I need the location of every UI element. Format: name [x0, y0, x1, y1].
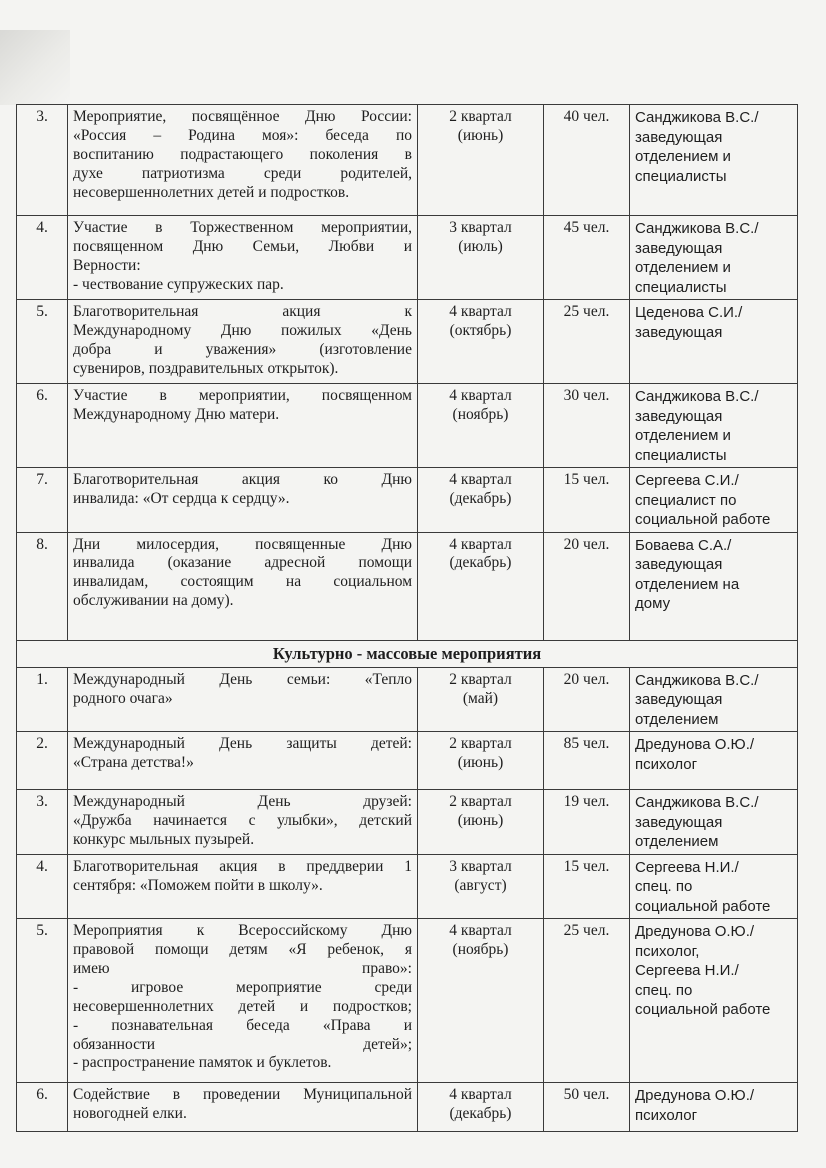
event-period-line: (октябрь)	[449, 321, 512, 339]
participant-count: 25 чел.	[544, 919, 630, 1083]
responsible-person	[630, 468, 798, 533]
table-row	[17, 216, 798, 300]
events-table	[16, 104, 798, 1132]
table-row	[17, 790, 798, 855]
participant-count: 15 чел.	[544, 854, 630, 919]
event-description	[68, 384, 418, 468]
row-number: 8.	[17, 532, 68, 640]
row-number: 6.	[17, 384, 68, 468]
event-period-line: (май)	[462, 689, 499, 707]
event-period-line: (июнь)	[457, 126, 504, 144]
event-description-line: Международный День защиты детей:	[73, 735, 412, 753]
participant-count: 45 чел.	[544, 216, 630, 300]
participant-count: 25 чел.	[544, 300, 630, 384]
event-description-line: Содействие в проведении Муниципальной	[73, 1086, 412, 1104]
responsible-person-line: отделением на	[635, 575, 740, 593]
responsible-person-line: Боваева С.А./	[635, 536, 732, 554]
event-period-line: 2 квартал	[449, 670, 512, 688]
event-period	[418, 468, 544, 533]
page-fold-shadow	[0, 30, 70, 105]
event-period	[418, 667, 544, 732]
responsible-person	[630, 384, 798, 468]
event-description-line: Международному Дню пожилых «День	[73, 321, 412, 339]
event-period	[418, 105, 544, 216]
table-row	[17, 732, 798, 790]
event-description-line: сувениров, поздравительных открыток).	[73, 359, 339, 377]
event-period-line: 4 квартал	[449, 387, 512, 404]
responsible-person	[630, 300, 798, 384]
event-description	[68, 1083, 418, 1132]
responsible-person-line: отделением и	[635, 148, 731, 165]
responsible-person	[630, 1083, 798, 1132]
responsible-person-line: спец. по	[635, 981, 693, 999]
event-period-line: 4 квартал	[449, 1086, 512, 1104]
responsible-person	[630, 854, 798, 919]
event-description-line: родного очага»	[73, 689, 173, 707]
row-number: 3.	[17, 790, 68, 855]
event-description	[68, 790, 418, 855]
event-period	[418, 384, 544, 468]
section-title: Культурно - массовые мероприятия	[17, 640, 798, 667]
event-period-line: (ноябрь)	[452, 405, 509, 423]
event-description-line: Международный День друзей:	[73, 793, 412, 811]
responsible-person-line: психолог	[635, 1106, 698, 1124]
event-period-line: (июнь)	[457, 754, 504, 772]
responsible-person	[630, 105, 798, 216]
event-period-line: 2 квартал	[449, 735, 512, 753]
event-description-line: конкурс мыльных пузырей.	[73, 830, 255, 848]
responsible-person-line: социальной работе	[635, 511, 771, 528]
event-description-line: - игровое мероприятие среди	[73, 978, 412, 996]
event-description-line: Международному Дню матери.	[73, 405, 280, 423]
responsible-person-line: Дредунова О.Ю./	[635, 736, 755, 754]
participant-count: 20 чел.	[544, 532, 630, 640]
event-description	[68, 667, 418, 732]
event-description-line: Благотворительная акция ко Дню	[73, 471, 412, 488]
event-description	[68, 919, 418, 1083]
row-number: 6.	[17, 1083, 68, 1132]
row-number: 3.	[17, 105, 68, 216]
event-period	[418, 732, 544, 790]
responsible-person-line: Цеденова С.И./	[635, 304, 743, 321]
event-period-line: 4 квартал	[449, 535, 512, 553]
event-description-line: духе патриотизма среди родителей,	[73, 164, 412, 182]
row-number: 7.	[17, 468, 68, 533]
table-row	[17, 468, 798, 533]
responsible-person-line: отделением	[635, 710, 719, 728]
event-description	[68, 105, 418, 216]
row-number: 4.	[17, 854, 68, 919]
event-period-line: 4 квартал	[449, 471, 512, 488]
event-description-line: Международный День семьи: «Тепло	[73, 670, 412, 688]
event-period-line: 2 квартал	[449, 108, 512, 125]
event-description-line: Благотворительная акция в преддверии 1	[73, 857, 412, 875]
table-body-section	[17, 640, 798, 667]
responsible-person-line: дому	[635, 595, 671, 612]
responsible-person-line: Санджикова В.С./	[635, 220, 759, 237]
event-period-line: (июль)	[458, 237, 503, 255]
table-row	[17, 384, 798, 468]
event-description-line: - распространение памяток и буклетов.	[73, 1054, 332, 1072]
row-number: 1.	[17, 667, 68, 732]
participant-count: 50 чел.	[544, 1083, 630, 1132]
responsible-person-line: спец. по	[635, 878, 693, 896]
row-number: 2.	[17, 732, 68, 790]
row-number: 4.	[17, 216, 68, 300]
event-description-line: посвященном Дню Семьи, Любви и	[73, 237, 412, 255]
responsible-person	[630, 532, 798, 640]
event-description-line: имею право»:	[73, 959, 412, 977]
event-period	[418, 532, 544, 640]
event-description-line: обязанности детей»;	[73, 1035, 412, 1053]
responsible-person-line: заведующая	[635, 407, 723, 425]
table-row	[17, 105, 798, 216]
event-description-line: сентября: «Поможем пойти в школу».	[73, 876, 323, 894]
event-description-line: Участие в Торжественном мероприятии,	[73, 219, 412, 236]
event-period-line: 3 квартал	[449, 857, 512, 875]
event-period	[418, 216, 544, 300]
responsible-person-line: Санджикова В.С./	[635, 388, 759, 405]
event-description	[68, 300, 418, 384]
responsible-person-line: специалисты	[635, 278, 727, 296]
table-row	[17, 919, 798, 1083]
participant-count: 19 чел.	[544, 790, 630, 855]
responsible-person-line: заведующая	[635, 691, 723, 709]
responsible-person-line: отделением и	[635, 259, 731, 276]
event-description-line: новогодней елки.	[73, 1105, 187, 1123]
responsible-person-line: заведующая	[635, 239, 723, 257]
event-description-line: - познавательная беседа «Права и	[73, 1016, 412, 1034]
event-description-line: добра и уважения» (изготовление	[73, 340, 412, 358]
event-description-line: несовершеннолетних детей и подростков;	[73, 997, 412, 1015]
event-period-line: (декабрь)	[449, 1105, 512, 1123]
participant-count: 40 чел.	[544, 105, 630, 216]
responsible-person-line: Сергеева Н.И./	[635, 962, 739, 980]
event-description-line: Мероприятие, посвящённое Дню России:	[73, 108, 412, 125]
event-period-line: (июнь)	[457, 812, 504, 830]
responsible-person-line: Сергеева С.И./	[635, 472, 739, 489]
event-description	[68, 216, 418, 300]
event-description-line: - чествование супружеских пар.	[73, 275, 284, 293]
table-body-events	[17, 105, 798, 641]
section-row	[17, 640, 798, 667]
event-description-line: несовершеннолетних детей и подростков.	[73, 183, 350, 201]
responsible-person-line: социальной работе	[635, 897, 771, 915]
event-description	[68, 854, 418, 919]
event-period	[418, 300, 544, 384]
event-period-line: (ноябрь)	[452, 941, 509, 959]
event-period	[418, 790, 544, 855]
row-number: 5.	[17, 919, 68, 1083]
event-period-line: 4 квартал	[449, 303, 512, 320]
participant-count: 20 чел.	[544, 667, 630, 732]
event-description-line: «Россия – Родина моя»: беседа по	[73, 126, 412, 144]
event-description	[68, 468, 418, 533]
responsible-person	[630, 216, 798, 300]
event-description-line: Верности:	[73, 256, 141, 274]
responsible-person	[630, 732, 798, 790]
responsible-person	[630, 919, 798, 1083]
responsible-person-line: Дредунова О.Ю./	[635, 923, 755, 941]
event-period	[418, 1083, 544, 1132]
event-period-line: 2 квартал	[449, 793, 512, 811]
responsible-person-line: отделением и	[635, 427, 731, 444]
event-description-line: правовой помощи детям «Я ребенок, я	[73, 941, 412, 959]
event-period-line: 4 квартал	[449, 922, 512, 940]
responsible-person-line: специалисты	[635, 446, 727, 464]
responsible-person-line: психолог,	[635, 942, 700, 960]
event-description-line: Участие в мероприятии, посвященном	[73, 387, 412, 404]
responsible-person	[630, 790, 798, 855]
event-description-line: Благотворительная акция к	[73, 303, 412, 320]
responsible-person-line: заведующая	[635, 323, 723, 341]
event-description-line: воспитанию подрастающего поколения в	[73, 145, 412, 163]
event-period-line: (декабрь)	[449, 554, 512, 572]
table-row	[17, 1083, 798, 1132]
responsible-person-line: заведующая	[635, 556, 723, 573]
responsible-person-line: специалисты	[635, 167, 727, 185]
responsible-person-line: Санджикова В.С./	[635, 794, 759, 812]
responsible-person	[630, 667, 798, 732]
event-period-line: (август)	[454, 876, 507, 894]
responsible-person-line: специалист по	[635, 491, 737, 509]
responsible-person-line: психолог	[635, 755, 698, 773]
responsible-person-line: социальной работе	[635, 1001, 771, 1019]
responsible-person-line: отделением	[635, 833, 719, 851]
table-row	[17, 667, 798, 732]
participant-count: 85 чел.	[544, 732, 630, 790]
event-description	[68, 532, 418, 640]
table-body-cultural-events	[17, 667, 798, 1132]
participant-count: 15 чел.	[544, 468, 630, 533]
event-description-line: инвалида (оказание адресной помощи	[73, 554, 412, 572]
event-period-line: 3 квартал	[449, 219, 512, 236]
participant-count: 30 чел.	[544, 384, 630, 468]
responsible-person-line: Дредунова О.Ю./	[635, 1087, 755, 1105]
event-description-line: обслуживании на дому).	[73, 592, 234, 610]
event-description-line: Мероприятия к Всероссийскому Дню	[73, 922, 412, 940]
table-row	[17, 532, 798, 640]
event-description-line: инвалидам, состоящим на социальном	[73, 573, 412, 591]
event-period-line: (декабрь)	[449, 489, 512, 507]
event-period	[418, 854, 544, 919]
event-description-line: «Страна детства!»	[73, 754, 194, 772]
event-description	[68, 732, 418, 790]
event-description-line: Дни милосердия, посвященные Дню	[73, 535, 412, 553]
event-description-line: инвалида: «От сердца к сердцу».	[73, 489, 290, 507]
responsible-person-line: Санджикова В.С./	[635, 671, 759, 689]
event-period	[418, 919, 544, 1083]
responsible-person-line: заведующая	[635, 128, 723, 146]
responsible-person-line: Сергеева Н.И./	[635, 858, 739, 876]
responsible-person-line: Санджикова В.С./	[635, 109, 759, 126]
table-row	[17, 854, 798, 919]
table-row	[17, 300, 798, 384]
row-number: 5.	[17, 300, 68, 384]
event-description-line: «Дружба начинается с улыбки», детский	[73, 812, 412, 830]
responsible-person-line: заведующая	[635, 813, 723, 831]
